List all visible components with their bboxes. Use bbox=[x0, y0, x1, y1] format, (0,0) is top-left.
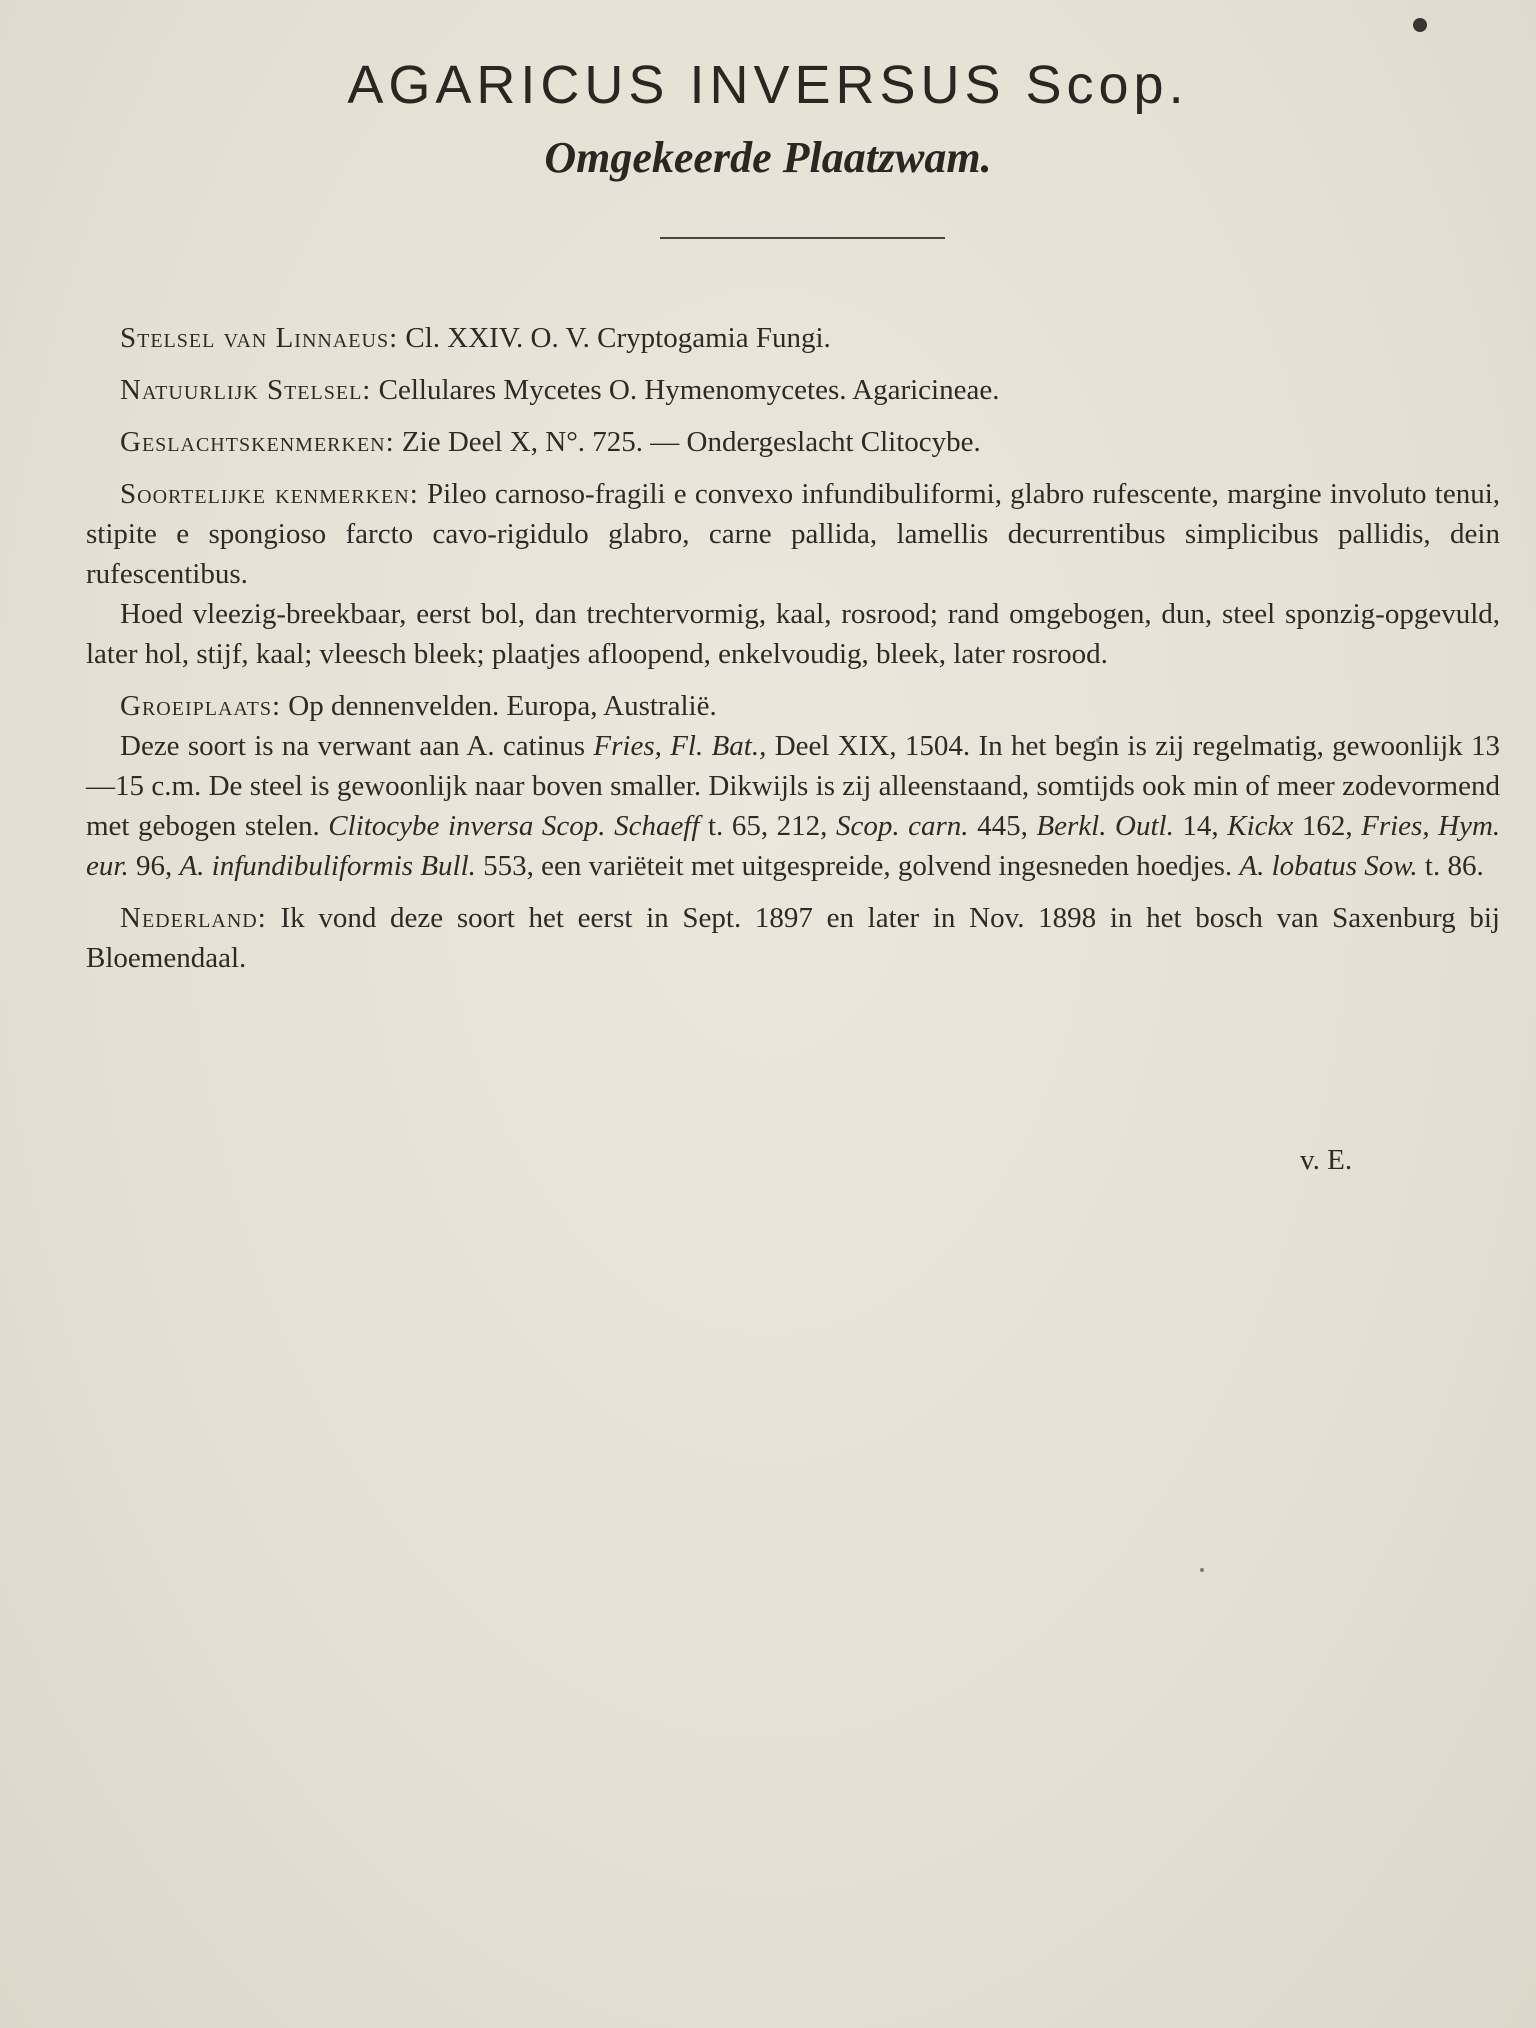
genus-label: Geslachtskenmerken: bbox=[120, 426, 395, 458]
species-paragraph bbox=[86, 474, 1500, 594]
linnaeus-paragraph bbox=[86, 318, 1500, 358]
netherlands-paragraph bbox=[86, 898, 1500, 978]
citation: Berkl. Outl. bbox=[1036, 810, 1174, 842]
habitat-paragraph bbox=[86, 686, 1500, 726]
notes-text: 553, een variëteit met uitgespreide, golvend ingesneden hoedjes. bbox=[483, 850, 1233, 882]
species-text: Pileo carnoso-fragili e convexo infundibuliformi, glabro rufescente, margine involuto tenui, stipite e spongioso farcto cavo-rigidulo glabro, carne pallida, lamellis decurrentibus simplicibus pallidis, dein rufescentibus. bbox=[86, 478, 1501, 590]
citation: Fries, Fl. Bat., bbox=[593, 730, 767, 762]
natural-system-text: Cellulares Mycetes O. Hymenomycetes. Agaricineae. bbox=[378, 374, 1000, 406]
notes-text: 445, bbox=[977, 810, 1028, 842]
notes-text: 162, bbox=[1301, 810, 1353, 842]
divider bbox=[660, 237, 945, 239]
paper-speck bbox=[1413, 18, 1427, 32]
document-body bbox=[86, 318, 1500, 978]
linnaeus-label: Stelsel van Linnaeus: bbox=[120, 322, 399, 354]
linnaeus-text: Cl. XXIV. O. V. Cryptogamia Fungi. bbox=[405, 322, 831, 354]
author-signature: v. E. bbox=[1300, 1144, 1353, 1176]
natural-system-paragraph bbox=[86, 370, 1500, 410]
notes-text: Deel XIX, 1504. In het begin is zij regelmatig, gewoonlijk 13—15 c.m. De steel is gewoonlijk naar boven smaller. Dikwijls is zij alleenstaand, somtijds ook min of meer zodevormend met gebogen stelen. bbox=[86, 730, 1500, 842]
notes-paragraph bbox=[86, 726, 1500, 886]
description-paragraph bbox=[86, 594, 1500, 674]
species-label: Soortelijke kenmerken: bbox=[120, 478, 419, 510]
citation: A. infundibuliformis Bull. bbox=[179, 850, 476, 882]
genus-text: Zie Deel X, N°. 725. — Ondergeslacht Clitocybe. bbox=[401, 426, 981, 458]
citation: A. lobatus Sow. bbox=[1239, 850, 1418, 882]
notes-text: Deze soort is na verwant aan A. catinus bbox=[120, 730, 586, 762]
paper-speck bbox=[1200, 1568, 1204, 1572]
description-text: Hoed vleezig-breekbaar, eerst bol, dan trechtervormig, kaal, rosrood; rand omgebogen, dun, steel sponzig-opgevuld, later hol, stijf, kaal; vleesch bleek; plaatjes afloopend, enkelvoudig, bleek, later rosrood. bbox=[86, 598, 1500, 670]
habitat-text: Op dennenvelden. Europa, Australië. bbox=[288, 690, 717, 722]
netherlands-label: Nederland: bbox=[120, 902, 267, 934]
citation: Scop. carn. bbox=[835, 810, 969, 842]
notes-text: 14, bbox=[1182, 810, 1219, 842]
netherlands-text: Ik vond deze soort het eerst in Sept. 1897 en later in Nov. 1898 in het bosch van Saxenburg bij Bloemendaal. bbox=[86, 902, 1500, 974]
notes-text: t. 65, 212, bbox=[708, 810, 828, 842]
natural-system-label: Natuurlijk Stelsel: bbox=[120, 374, 372, 406]
page-subtitle: Omgekeerde Plaatzwam. bbox=[544, 133, 992, 182]
citation: Fries, Hym. eur. bbox=[86, 810, 1501, 882]
habitat-label: Groeiplaats: bbox=[120, 690, 282, 722]
notes-text: t. 86. bbox=[1424, 850, 1484, 882]
citation: Kickx bbox=[1227, 810, 1294, 842]
genus-paragraph bbox=[86, 422, 1500, 462]
citation: Clitocybe inversa Scop. Schaeff bbox=[328, 810, 700, 842]
page-title: AGARICUS INVERSUS Scop. bbox=[347, 55, 1189, 115]
notes-text: 96, bbox=[135, 850, 173, 882]
